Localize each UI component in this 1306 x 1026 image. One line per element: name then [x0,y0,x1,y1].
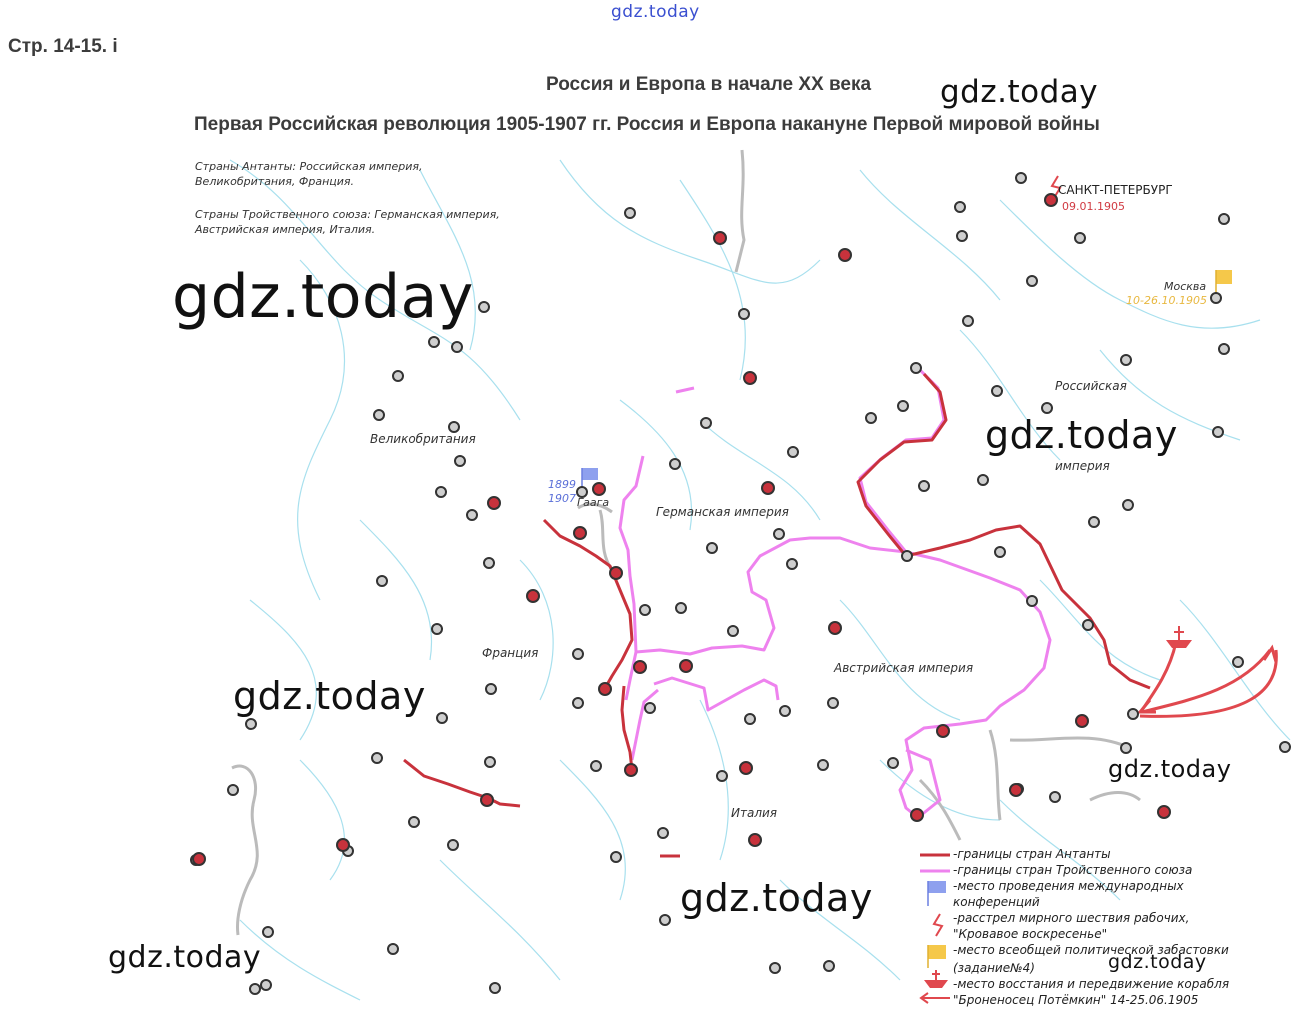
legend-conference-line2: конференций [953,895,1040,909]
watermark: gdz.today [108,940,262,975]
legend-strike-line2: (задание№4) [953,961,1035,975]
moscow-date: 10-26.10.1905 [1126,294,1207,307]
watermark: gdz.today [1108,755,1232,783]
germany-label: Германская империя [656,505,789,519]
legend-symbols [920,855,950,1003]
russia-label-line2: империя [1055,459,1110,473]
great-britain-label: Великобритания [370,432,476,446]
hague-year-1: 1899 [548,478,576,491]
moscow-label: Москва [1164,280,1207,293]
legend-entente-border: -границы стран Антанты [953,847,1111,861]
watermark: gdz.today [985,413,1178,457]
map-title: Россия и Европа в начале XX века [546,74,872,95]
legend-shooting-line2: "Кровавое воскресенье" [953,927,1108,941]
watermark: gdz.today [680,876,873,920]
st-petersburg-date: 09.01.1905 [1062,200,1125,213]
strike-flag-icon [1216,270,1232,296]
page-reference: Стр. 14-15. і [8,36,118,57]
italy-label: Италия [731,806,778,820]
legend-triple-border: -границы стран Тройственного союза [953,863,1193,877]
st-petersburg-label: САНКТ-ПЕТЕРБУРГ [1058,183,1173,197]
legend-potemkin-line1: -место восстания и передвижение корабля [953,977,1230,991]
austria-label: Австрийская империя [834,661,974,675]
legend-potemkin-line2: "Броненосец Потёмкин" 14-25.06.1905 [953,993,1199,1007]
entente-info: Страны Антанты: Российская империя, Великобритания, Франция. [195,160,423,188]
potemkin-route [1140,642,1276,716]
map-subtitle: Первая Российская революция 1905-1907 гг. Россия и Европа накануне Первой мировой войны [194,114,1100,135]
legend-strike-line1: -место всеобщей политической забастовки [953,943,1229,957]
watermark-top: gdz.today [611,2,700,22]
france-label: Франция [482,646,539,660]
hague-year-2: 1907 [548,492,576,505]
legend-shooting-line1: -расстрел мирного шествия рабочих, [953,911,1190,925]
triple-alliance-info: Страны Тройственного союза: Германская империя, Австрийская империя, Италия. [195,208,500,236]
legend-conference-line1: -место проведения международных [953,879,1184,893]
potemkin-ship-icon [1166,626,1192,648]
hague-label: Гаага [577,496,610,509]
russia-label-line1: Российская [1055,379,1127,393]
watermark: gdz.today [233,674,426,718]
watermark: gdz.today [1108,951,1207,973]
watermark: gdz.today [172,262,474,332]
watermark: gdz.today [940,74,1099,110]
